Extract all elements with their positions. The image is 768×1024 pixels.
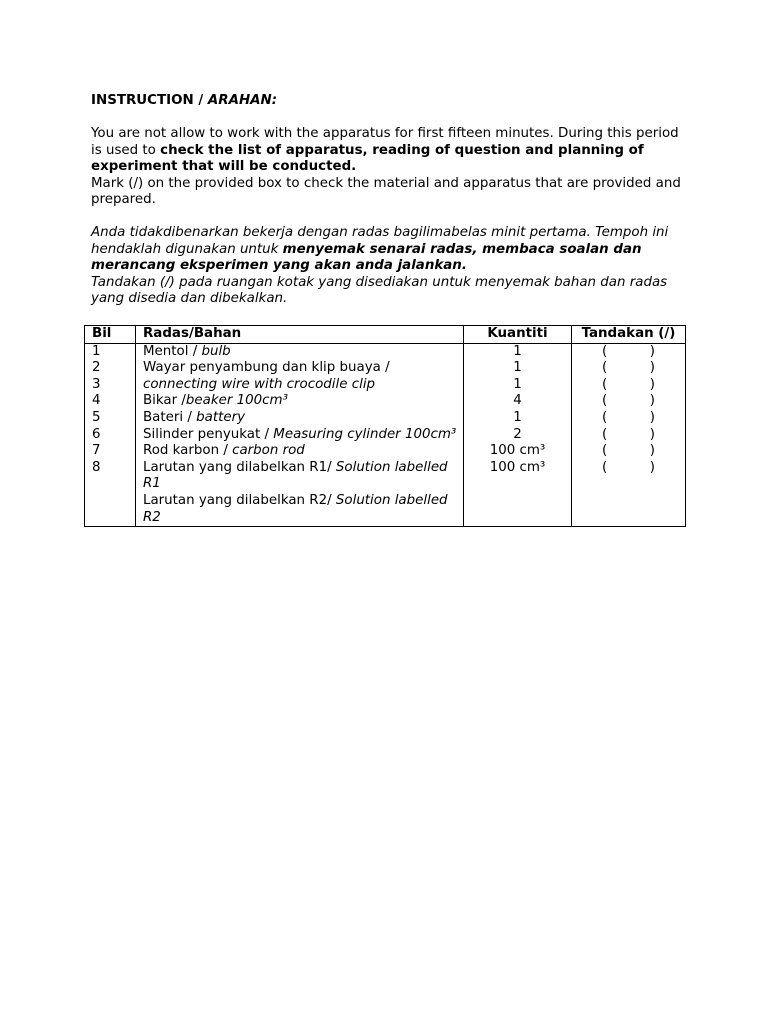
table-header-row xyxy=(85,326,686,344)
header-bil: Bil xyxy=(85,326,136,344)
list-item-number: 1 xyxy=(92,343,101,359)
list-item xyxy=(143,360,463,393)
list-item-number: 8 xyxy=(92,459,101,475)
item-malay-name: Silinder penyukat / xyxy=(143,426,274,442)
english-paragraph-1 xyxy=(91,126,691,176)
list-item-number: 7 xyxy=(92,443,101,459)
table-body-row xyxy=(85,343,686,527)
heading-text: INSTRUCTION / xyxy=(91,93,208,108)
list-item xyxy=(143,493,463,526)
heading-italic: ARAHAN: xyxy=(207,93,278,108)
checkbox-parentheses[interactable]: ( ) xyxy=(601,393,655,409)
checkbox-parentheses[interactable]: ( ) xyxy=(601,426,655,442)
list-item-number: 2 xyxy=(92,360,101,376)
quantity-value: 1 xyxy=(513,376,522,392)
item-english-name: Solution labelled R2 xyxy=(143,492,448,525)
item-malay-name: Mentol / xyxy=(143,343,202,359)
list-item-number: 5 xyxy=(92,409,101,425)
item-malay-name: Wayar penyambung dan klip buaya / xyxy=(143,360,390,376)
malay-paragraph-1 xyxy=(91,225,691,275)
list-item xyxy=(143,427,463,444)
list-item-number: 3 xyxy=(92,376,101,392)
item-malay-name: Bikar / xyxy=(143,393,186,409)
english-text-1: You are not allow to work with the apparatus for first fifteen minutes. During this period is used to xyxy=(91,126,679,158)
list-item xyxy=(143,344,463,361)
item-malay-name: Bateri / xyxy=(143,409,197,425)
header-item: Radas/Bahan xyxy=(136,326,464,344)
checkbox-parentheses[interactable]: ( ) xyxy=(601,360,655,376)
list-item xyxy=(143,460,463,493)
bil-cell xyxy=(85,343,136,527)
item-english-name: Solution labelled R1 xyxy=(143,459,448,492)
english-bold-1: check the list of apparatus, reading of question and planning of experiment that will be conducted. xyxy=(91,142,644,175)
list-item xyxy=(143,393,463,410)
english-paragraph-2: Mark (/) on the provided box to check the material and apparatus that are provided and prepared. xyxy=(91,175,681,208)
header-quantity: Kuantiti xyxy=(464,326,572,344)
malay-instruction xyxy=(91,225,691,308)
malay-paragraph-2: Tandakan (/) pada ruangan kotak yang disediakan untuk menyemak bahan dan radas yang disedia dan dibekalkan. xyxy=(91,274,668,307)
item-english-name: bulb xyxy=(201,343,231,359)
quantity-value: 4 xyxy=(513,393,522,409)
malay-text-1: Anda tidakdibenarkan bekerja dengan radas bagilimabelas minit pertama. Tempoh ini hendaklah digunakan untuk xyxy=(91,225,669,257)
item-english-name: battery xyxy=(196,409,246,425)
quantity-value: 100 cm³ xyxy=(489,443,546,459)
quantity-value: 100 cm³ xyxy=(489,459,546,475)
checkbox-parentheses[interactable]: ( ) xyxy=(601,376,655,392)
quantity-value: 1 xyxy=(513,343,522,359)
checkbox-parentheses[interactable]: ( ) xyxy=(601,459,655,475)
english-instruction xyxy=(91,126,691,209)
checkbox-parentheses[interactable]: ( ) xyxy=(601,443,655,459)
item-malay-name: Larutan yang dilabelkan R1/ xyxy=(143,459,336,475)
list-item-number: 6 xyxy=(92,426,101,442)
quantity-value: 1 xyxy=(513,409,522,425)
item-english-name: beaker 100cm³ xyxy=(185,393,288,409)
list-item xyxy=(143,410,463,427)
instruction-heading xyxy=(91,93,277,110)
quantity-value: 2 xyxy=(513,426,522,442)
list-item xyxy=(143,443,463,460)
header-mark: Tandakan (/) xyxy=(572,326,686,344)
quantity-cell xyxy=(464,343,572,527)
item-malay-name: Larutan yang dilabelkan R2/ xyxy=(143,492,336,508)
checkbox-parentheses[interactable]: ( ) xyxy=(601,409,655,425)
item-malay-name: Rod karbon / xyxy=(143,443,233,459)
apparatus-table xyxy=(84,325,686,527)
checkbox-parentheses[interactable]: ( ) xyxy=(601,343,655,359)
item-english-name: Measuring cylinder 100cm³ xyxy=(273,426,457,442)
mark-cell xyxy=(572,343,686,527)
malay-bold-1: menyemak senarai radas, membaca soalan dan merancang eksperimen yang akan anda jalankan. xyxy=(91,241,642,274)
item-cell xyxy=(136,343,464,527)
item-english-name: carbon rod xyxy=(232,443,305,459)
list-item-number: 4 xyxy=(92,393,101,409)
item-english-name: connecting wire with crocodile clip xyxy=(143,376,376,392)
quantity-value: 1 xyxy=(513,360,522,376)
